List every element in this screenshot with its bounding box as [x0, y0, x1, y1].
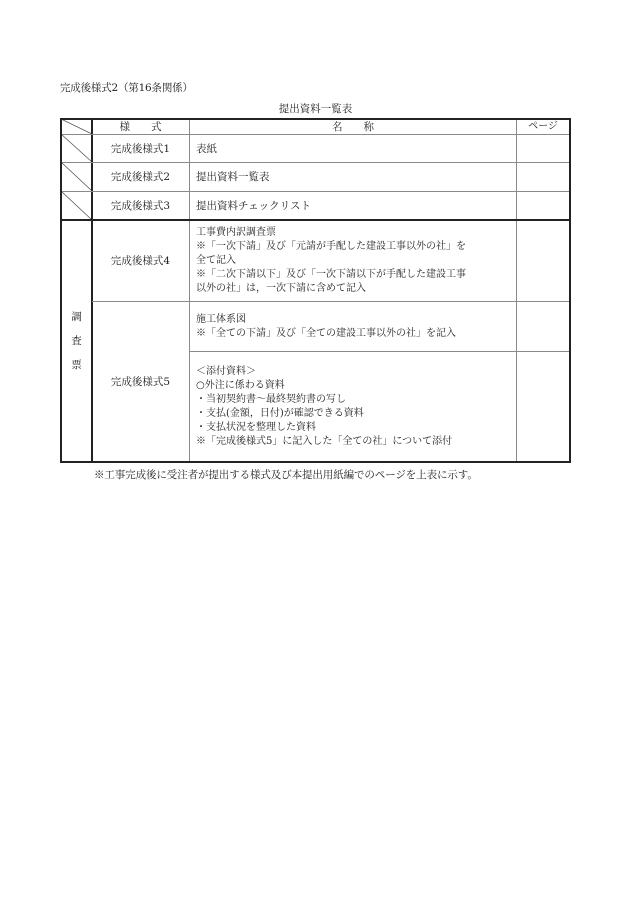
- name-line: ・支払(金額，日付)が確認できる資料: [196, 407, 364, 419]
- row-page[interactable]: [517, 352, 569, 461]
- name-line: ※「完成後様式5」に記入した「全ての社」について添付: [196, 435, 453, 447]
- column-header-name: 名 称: [332, 120, 374, 133]
- document-title: 提出資料一覧表: [278, 103, 353, 115]
- form-title: 完成後様式2（第16条関係）: [60, 82, 193, 94]
- name-line: ＜添付資料＞: [196, 365, 256, 377]
- row-page[interactable]: [517, 163, 569, 191]
- column-header-page: ページ: [528, 120, 558, 132]
- group-label-char: 査: [71, 335, 82, 347]
- footnote: ※工事完成後に受注者が提出する様式及び本提出用紙編でのページを上表に示す。: [94, 469, 478, 481]
- name-line: 以外の社」は，一次下請に含めて記入: [196, 283, 366, 294]
- row-page[interactable]: [517, 302, 569, 351]
- name-line: ※「全ての下請」及び「全ての建設工事以外の社」を記入: [196, 327, 456, 339]
- row-name: [190, 221, 516, 301]
- name-line: 全て記入: [196, 255, 236, 266]
- group-label-char: 票: [71, 359, 82, 371]
- row-form: 完成後様式5: [110, 375, 171, 388]
- name-line: ・当初契約書～最終契約書の写し: [196, 393, 346, 405]
- group-label-char: 調: [71, 311, 82, 323]
- row-form: 完成後様式4: [110, 255, 171, 267]
- row-page[interactable]: [517, 192, 569, 219]
- row-name: [190, 302, 516, 351]
- row-form: 完成後様式3: [110, 199, 171, 212]
- name-line: 工事費内訳調査票: [196, 227, 276, 238]
- row-name: 提出資料一覧表: [196, 171, 270, 183]
- submission-list-table: [60, 118, 571, 463]
- name-line: 施工体系図: [196, 313, 246, 325]
- column-header-form: 様 式: [119, 120, 162, 133]
- row-name: [190, 352, 516, 461]
- survey-group-label: [62, 221, 91, 461]
- row-form: 完成後様式1: [110, 142, 171, 155]
- row-form: 完成後様式2: [110, 171, 171, 183]
- name-line: ※「二次下請以下」及び「一次下請以下が手配した建設工事: [196, 269, 466, 280]
- name-line: ※「一次下請」及び「元請が手配した建設工事以外の社」を: [196, 241, 466, 252]
- row-page[interactable]: [517, 135, 569, 162]
- name-line: ○外注に係わる資料: [196, 379, 285, 391]
- name-line: ・支払状況を整理した資料: [196, 421, 316, 433]
- row-page[interactable]: [517, 221, 569, 301]
- row-name: 表紙: [196, 142, 217, 155]
- row-name: 提出資料チェックリスト: [196, 199, 311, 212]
